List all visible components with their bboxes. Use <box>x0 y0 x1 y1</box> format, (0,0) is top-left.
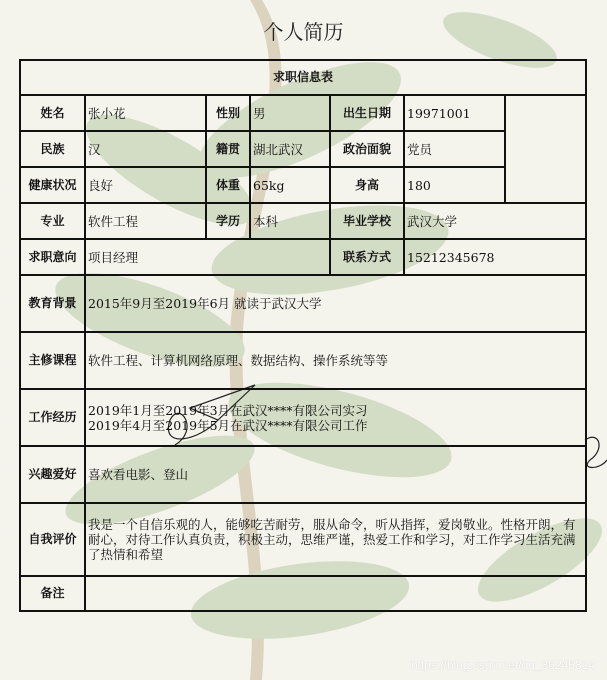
table-row <box>20 167 586 203</box>
remarks-label: 备注 <box>20 576 85 611</box>
courses-label: 主修课程 <box>20 332 85 389</box>
gender-value: 男 <box>250 95 330 131</box>
origin-label: 籍贯 <box>206 131 250 167</box>
intent-value: 项目经理 <box>85 239 330 275</box>
table-row <box>20 576 586 611</box>
ethnic-value: 汉 <box>85 131 206 167</box>
weight-label: 体重 <box>206 167 250 203</box>
table-row <box>20 95 586 131</box>
photo-cell <box>505 95 586 203</box>
table-row <box>20 332 586 389</box>
table-row <box>20 446 586 503</box>
health-label: 健康状况 <box>20 167 85 203</box>
table-row <box>20 389 586 446</box>
resume-table <box>19 59 587 612</box>
table-row <box>20 203 586 239</box>
education-label: 教育背景 <box>20 275 85 332</box>
health-value: 良好 <box>85 167 206 203</box>
watermark: https://blog.csdn.net/qq_36245314 <box>410 658 595 672</box>
intent-label: 求职意向 <box>20 239 85 275</box>
height-label: 身高 <box>330 167 404 203</box>
work-value <box>85 389 586 446</box>
school-value: 武汉大学 <box>404 203 586 239</box>
height-value: 180 <box>404 167 505 203</box>
school-label: 毕业学校 <box>330 203 404 239</box>
name-label: 姓名 <box>20 95 85 131</box>
table-row <box>20 275 586 332</box>
contact-value: 15212345678 <box>404 239 586 275</box>
gender-label: 性别 <box>206 95 250 131</box>
degree-label: 学历 <box>206 203 250 239</box>
birth-value: 19971001 <box>404 95 505 131</box>
work-line: 2019年1月至2019年3月在武汉****有限公司实习 <box>88 402 368 418</box>
table-header-row <box>20 60 586 95</box>
table-header: 求职信息表 <box>20 60 586 95</box>
hobby-value: 喜欢看电影、登山 <box>85 446 586 503</box>
page-title: 个人简历 <box>263 20 344 44</box>
table-row <box>20 239 586 275</box>
table-row <box>20 503 586 576</box>
hobby-label: 兴趣爱好 <box>20 446 85 503</box>
origin-value: 湖北武汉 <box>250 131 330 167</box>
remarks-value <box>85 576 586 611</box>
weight-value: 65kg <box>250 167 330 203</box>
major-label: 专业 <box>20 203 85 239</box>
self-eval-label: 自我评价 <box>20 503 85 576</box>
political-label: 政治面貌 <box>330 131 404 167</box>
name-value: 张小花 <box>85 95 206 131</box>
political-value: 党员 <box>404 131 505 167</box>
table-row <box>20 131 586 167</box>
education-value: 2015年9月至2019年6月 就读于武汉大学 <box>85 275 586 332</box>
birth-label: 出生日期 <box>330 95 404 131</box>
ethnic-label: 民族 <box>20 131 85 167</box>
self-eval-value: 我是一个自信乐观的人，能够吃苦耐劳，服从命令，听从指挥，爱岗敬业。性格开朗，有耐心，对待工作认真负责，积极主动，思维严谨，热爱工作和学习，对工作学习生活充满了热情和希望 <box>85 503 586 576</box>
work-label: 工作经历 <box>20 389 85 446</box>
contact-label: 联系方式 <box>330 239 404 275</box>
work-line: 2019年4月至2019年5月在武汉****有限公司工作 <box>88 417 368 433</box>
degree-value: 本科 <box>250 203 330 239</box>
courses-value: 软件工程、计算机网络原理、数据结构、操作系统等等 <box>85 332 586 389</box>
major-value: 软件工程 <box>85 203 206 239</box>
